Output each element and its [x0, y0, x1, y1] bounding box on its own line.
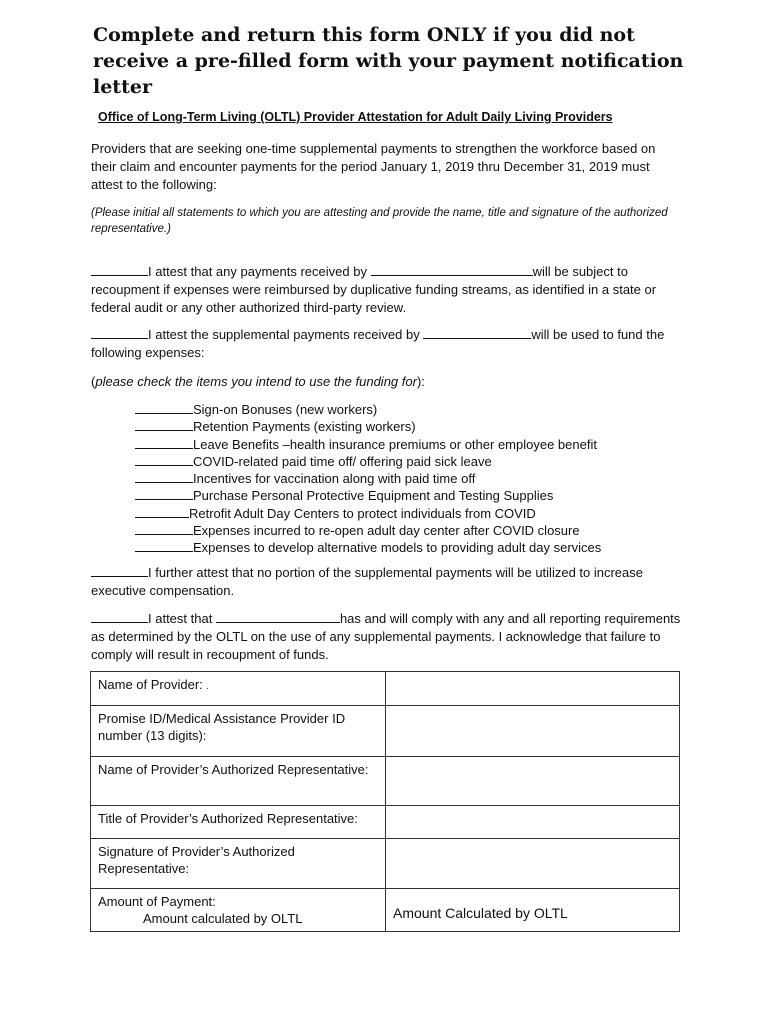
- expense-item: [135, 505, 601, 522]
- expense-label: Sign-on Bonuses (new workers): [193, 402, 378, 417]
- expense-item: [135, 522, 601, 539]
- provider-name-blank-1[interactable]: [371, 263, 533, 276]
- expense-label: Incentives for vaccination along with paid time off: [193, 471, 476, 487]
- provider-name-field[interactable]: [386, 672, 680, 706]
- expense-label: Leave Benefits –health insurance premiums or other employee benefit: [193, 436, 597, 452]
- expense-label: Expenses incurred to re-open adult day center after COVID closure: [193, 523, 580, 539]
- rep-name-label: Name of Provider’s Authorized Representative:: [91, 757, 386, 806]
- expense-check-blank[interactable]: [135, 505, 189, 518]
- instruction-note: (Please initial all statements to which you are attesting and provide the name, title and signature of the authorized representative.): [91, 207, 668, 235]
- attestation-duplicative-funding: [91, 263, 681, 317]
- rep-signature-label: Signature of Provider’s Authorized Representative:: [91, 839, 386, 889]
- table-row: [91, 706, 680, 757]
- expense-label: Retention Payments (existing workers): [193, 419, 416, 435]
- rep-signature-field[interactable]: [386, 839, 680, 889]
- attest1-text-end: will be subject to recoupment if expenses were reimbursed by duplicative funding streams, as identified in a state or federal audit or any other authorized third-party review.: [91, 264, 657, 315]
- expense-checklist: [135, 401, 601, 557]
- table-row: [91, 839, 680, 889]
- attest4-text-end: has and will comply with any and all reporting requirements as determined by the OLTL on the use of any supplemental payments. I acknowledge that failure to comply will result in recoupment of funds.: [91, 611, 681, 662]
- expense-check-blank[interactable]: [135, 487, 193, 500]
- expense-check-blank[interactable]: [135, 418, 193, 431]
- amount-value: Amount Calculated by OLTL: [393, 905, 568, 921]
- expense-label: Purchase Personal Protective Equipment and Testing Supplies: [193, 488, 554, 504]
- provider-name-blank-3[interactable]: [216, 610, 340, 623]
- attestation-executive-compensation: [91, 564, 681, 600]
- initial-field-1[interactable]: [91, 263, 148, 276]
- attest4-text-start: I attest that: [148, 611, 213, 626]
- amount-label: Amount of Payment:: [98, 894, 216, 909]
- amount-value-cell: [386, 889, 680, 932]
- rep-name-field[interactable]: [386, 757, 680, 806]
- expense-item: [135, 436, 601, 453]
- expense-label: COVID-related paid time off/ offering paid sick leave: [193, 453, 492, 469]
- initial-field-3[interactable]: [91, 564, 148, 577]
- prompt-italic-text: please check the items you intend to use the funding for: [95, 374, 417, 389]
- expense-check-blank[interactable]: [135, 539, 193, 552]
- provider-name-blank-2[interactable]: [423, 326, 531, 339]
- promise-id-field[interactable]: [386, 706, 680, 757]
- expense-check-blank[interactable]: [135, 470, 193, 483]
- form-heading: Complete and return this form ONLY if you did not receive a pre-filled form with your payment notification letter: [93, 24, 684, 98]
- initial-field-2[interactable]: [91, 326, 148, 339]
- attest3-text: I further attest that no portion of the supplemental payments will be utilized to increase executive compensation.: [91, 565, 643, 598]
- provider-name-label-text: Name of Provider:: [98, 677, 203, 692]
- expense-item: [135, 539, 601, 556]
- expense-check-blank[interactable]: [135, 453, 193, 466]
- form-subtitle: Office of Long-Term Living (OLTL) Provider Attestation for Adult Daily Living Providers: [98, 110, 613, 124]
- expense-check-blank[interactable]: [135, 436, 193, 449]
- expense-item: [135, 401, 601, 418]
- expense-label: Retrofit Adult Day Centers to protect individuals from COVID: [189, 505, 536, 521]
- table-row: [91, 672, 680, 706]
- table-row: [91, 757, 680, 806]
- prompt-open-paren: (: [91, 374, 96, 389]
- table-row: [91, 806, 680, 839]
- table-row: [91, 889, 680, 932]
- attest1-text-start: I attest that any payments received by: [148, 264, 367, 279]
- amount-sublabel: Amount calculated by OLTL: [143, 911, 303, 926]
- attest2-text-start: I attest the supplemental payments received by: [148, 327, 420, 342]
- prompt-close-paren: ):: [416, 374, 425, 389]
- promise-id-label: Promise ID/Medical Assistance Provider ID number (13 digits):: [91, 706, 386, 757]
- expense-label: Expenses to develop alternative models to providing adult day services: [193, 540, 602, 556]
- check-items-prompt: [91, 373, 681, 391]
- attestation-reporting-compliance: [91, 610, 681, 664]
- expense-check-blank[interactable]: [135, 401, 193, 414]
- expense-item: [135, 487, 601, 504]
- amount-label-cell: [91, 889, 386, 932]
- expense-item: [135, 470, 601, 487]
- expense-item: [135, 453, 601, 470]
- intro-paragraph: Providers that are seeking one-time supplemental payments to strengthen the workforce based on their claim and encounter payments for the period January 1, 2019 thru December 31, 2019 must attest to the following:: [91, 141, 656, 192]
- provider-info-table: [90, 671, 680, 932]
- attest2-text-end: will be used to fund the following expenses:: [91, 327, 665, 360]
- initial-field-4[interactable]: [91, 610, 148, 623]
- rep-title-field[interactable]: [386, 806, 680, 839]
- attestation-use-of-funds: [91, 326, 681, 362]
- expense-item: [135, 418, 601, 435]
- provider-name-label: [91, 672, 386, 706]
- expense-check-blank[interactable]: [135, 522, 193, 535]
- rep-title-label: Title of Provider’s Authorized Representative:: [91, 806, 386, 839]
- provider-name-mark: .: [206, 681, 209, 691]
